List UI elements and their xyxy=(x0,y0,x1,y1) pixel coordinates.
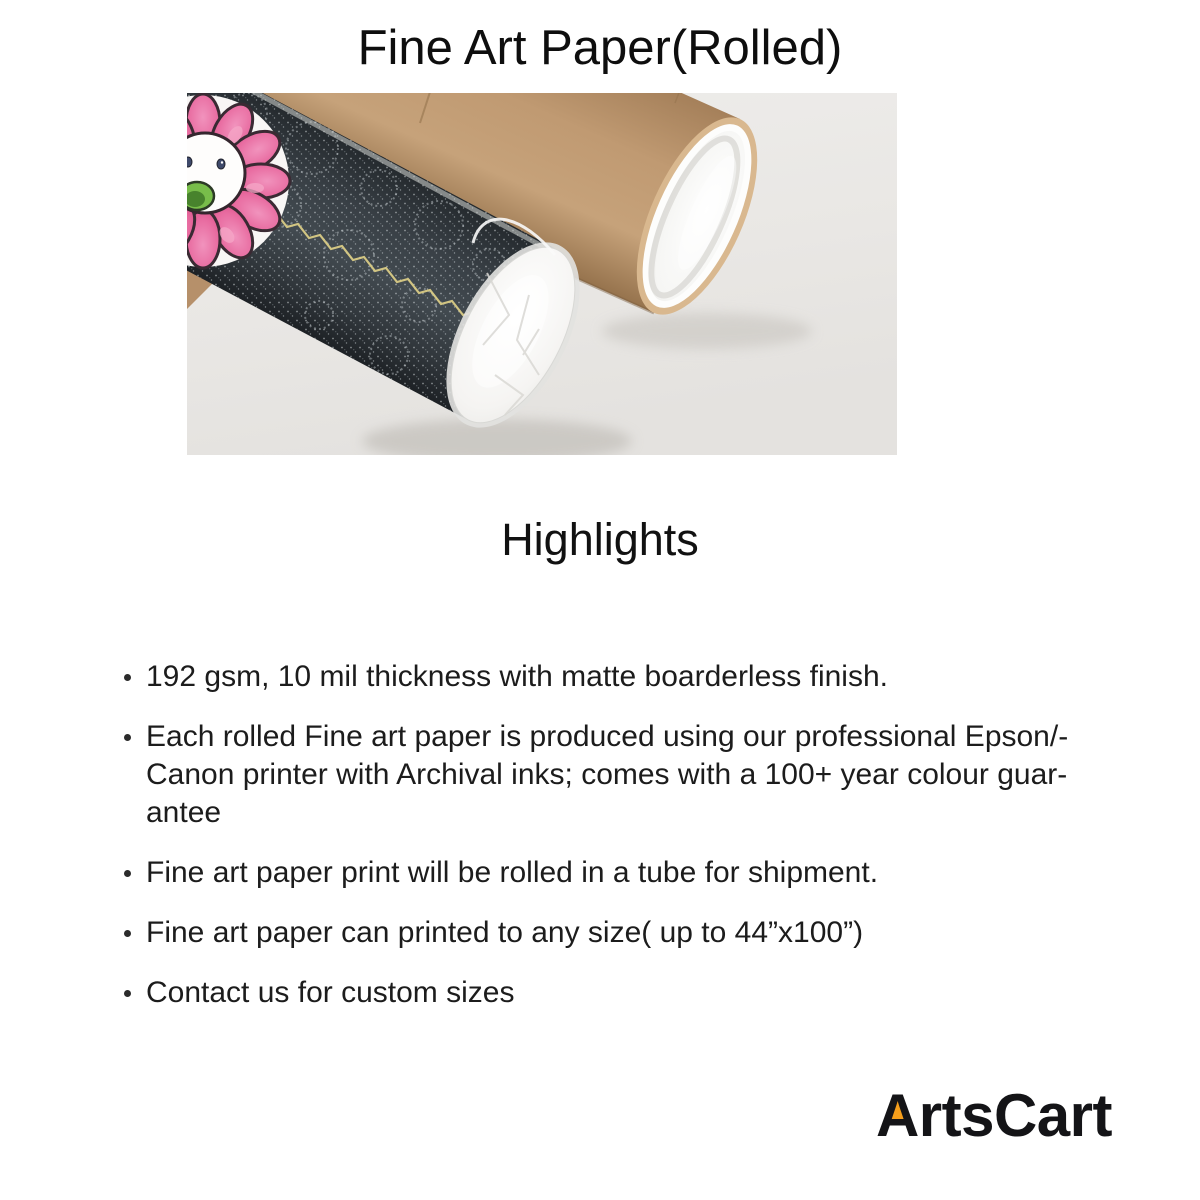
list-item xyxy=(122,854,1132,892)
page-title: Fine Art Paper(Rolled) xyxy=(357,21,843,75)
bullet-text: Each rolled Fine art paper is produced using our professional Epson/- xyxy=(146,720,1069,753)
list-item xyxy=(122,658,1132,696)
product-photo xyxy=(187,93,897,455)
list-item xyxy=(122,914,1132,952)
logo-text: ArtsCart xyxy=(875,1082,1112,1149)
bullet-text: Fine art paper can printed to any size( up to 44”x100”) xyxy=(146,916,864,949)
bullet-text: Contact us for custom sizes xyxy=(146,976,515,1009)
brand-logo xyxy=(875,1082,1112,1149)
bullet-text: Canon printer with Archival inks; comes with a 100+ year colour guar- xyxy=(146,758,1068,791)
list-item xyxy=(122,974,1132,1012)
bullet-text: 192 gsm, 10 mil thickness with matte boarderless finish. xyxy=(146,660,888,693)
bullet-text: antee xyxy=(146,796,222,829)
highlights-heading: Highlights xyxy=(501,514,699,565)
bullet-text: Fine art paper print will be rolled in a tube for shipment. xyxy=(146,856,879,889)
highlights-list xyxy=(122,658,1132,1034)
product-photo-illustration xyxy=(187,93,897,455)
list-item xyxy=(122,718,1132,832)
